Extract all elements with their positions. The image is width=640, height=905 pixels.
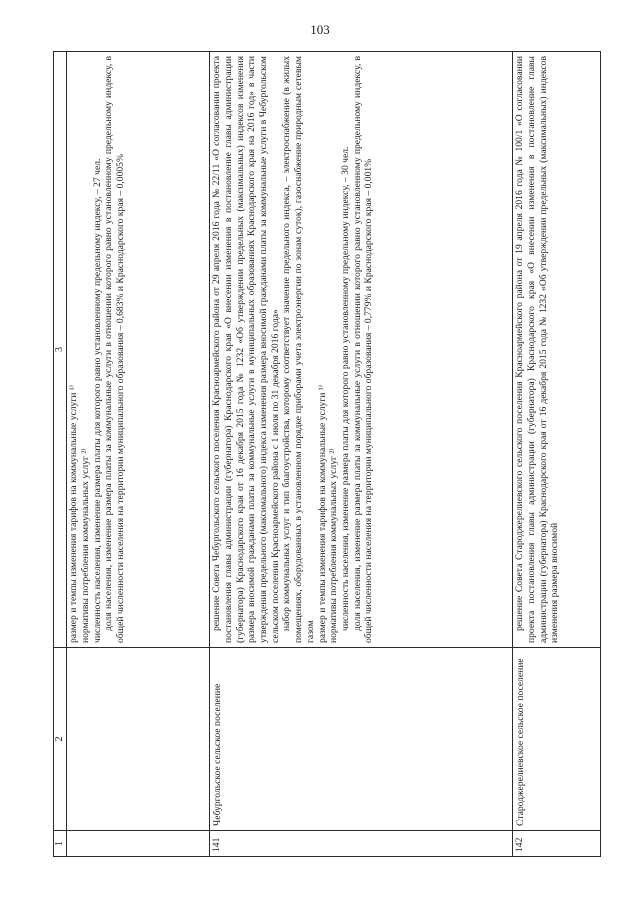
description-line: нормативы потребления коммунальных услуг ²⁾ — [328, 448, 340, 643]
row-description — [210, 52, 513, 648]
description-line: численность населения, изменение размера платы для которого равно установленному предельному индексу, – 30 чел. — [339, 146, 351, 631]
row-number — [67, 831, 210, 857]
description-line: численность населения, изменение размера платы для которого равно установленному предельному индексу, – 27 чел. — [91, 158, 103, 643]
row-number: 141 — [210, 831, 513, 857]
row-description — [67, 52, 210, 648]
description-line: нормативы потребления коммунальных услуг ²⁾ — [79, 448, 91, 643]
description-line: решение Совета Староджерелиевского сельского поселения Красноармейского района от 19 апреля 2016 года № 100/1 «О согласовании проекта постановления главы администрации (губернатора) Краснодарского края «О внесении изменения в постановление главы администрации (губернатора) Краснодарского края от 16 декабря 2015 года № 1232 «Об утверждении предельных (максимальных) индексов изменения размера вносимой — [514, 56, 561, 643]
settlement-name: Староджерелиевское сельское поселение — [513, 648, 601, 831]
description-line: набор коммунальных услуг и тип благоустройства, которому соответствует значение предельного индекса, – электроснабжение (в жилых помещениях, оборудованных в установленном порядке приборами учета электроэнергии по зонам суток), газоснабжение природным сетевым газом — [281, 56, 316, 643]
header-col-1: 1 — [54, 831, 67, 857]
table-row — [67, 52, 210, 857]
rotated-table-frame — [53, 52, 601, 857]
description-line: доля населения, изменение размера платы за коммунальные услуги в отношении которого равно установленному предельному индексу, в общей численности населения на территории муниципального образования – 0,683% и Краснодарского края – 0,0005% — [103, 56, 126, 643]
description-line: доля населения, изменение размера платы за коммунальные услуги в отношении которого равно установленному предельному индексу, в общей численности населения на территории муниципального образования – 0,779% и Краснодарского края – 0,001% — [351, 56, 375, 643]
header-col-2: 2 — [54, 648, 67, 831]
table-header-row — [54, 52, 67, 857]
settlement-name: Чебургольское сельское поселение — [210, 648, 513, 831]
index-table — [53, 51, 601, 857]
row-number: 142 — [513, 831, 601, 857]
settlement-name — [67, 648, 210, 831]
header-col-3: 3 — [54, 52, 67, 648]
page-number: 103 — [310, 22, 330, 37]
table-row — [513, 52, 601, 857]
table-row — [210, 52, 513, 857]
row-description — [513, 52, 601, 648]
description-line: размер и темпы изменения тарифов на коммунальные услуги ¹⁾ — [68, 384, 80, 643]
description-line: размер и темпы изменения тарифов на коммунальные услуги ¹⁾ — [316, 384, 328, 643]
description-line: решение Совета Чебургольского сельского поселения Красноармейского района от 29 апреля 2016 года № 22/11 «О согласовании проекта постановления главы администрации (губернатора) Краснодарского края «О внесении изменения в постановление главы администрации (губернатора) Краснодарского края от 16 декабря 2015 года № 1232 «Об утверждении предельных (максимальных) индексов изменения размера вносимой гражданами платы за коммунальные услуги в муниципальных образованиях Краснодарского края на 2016 год» в части утверждения предельного (максимального) индекса изменения размера вносимой гражданами платы за коммунальные услуги в Чебургольском сельском поселении Красноармейского района с 1 июля по 31 декабря 2016 года» — [211, 56, 281, 643]
